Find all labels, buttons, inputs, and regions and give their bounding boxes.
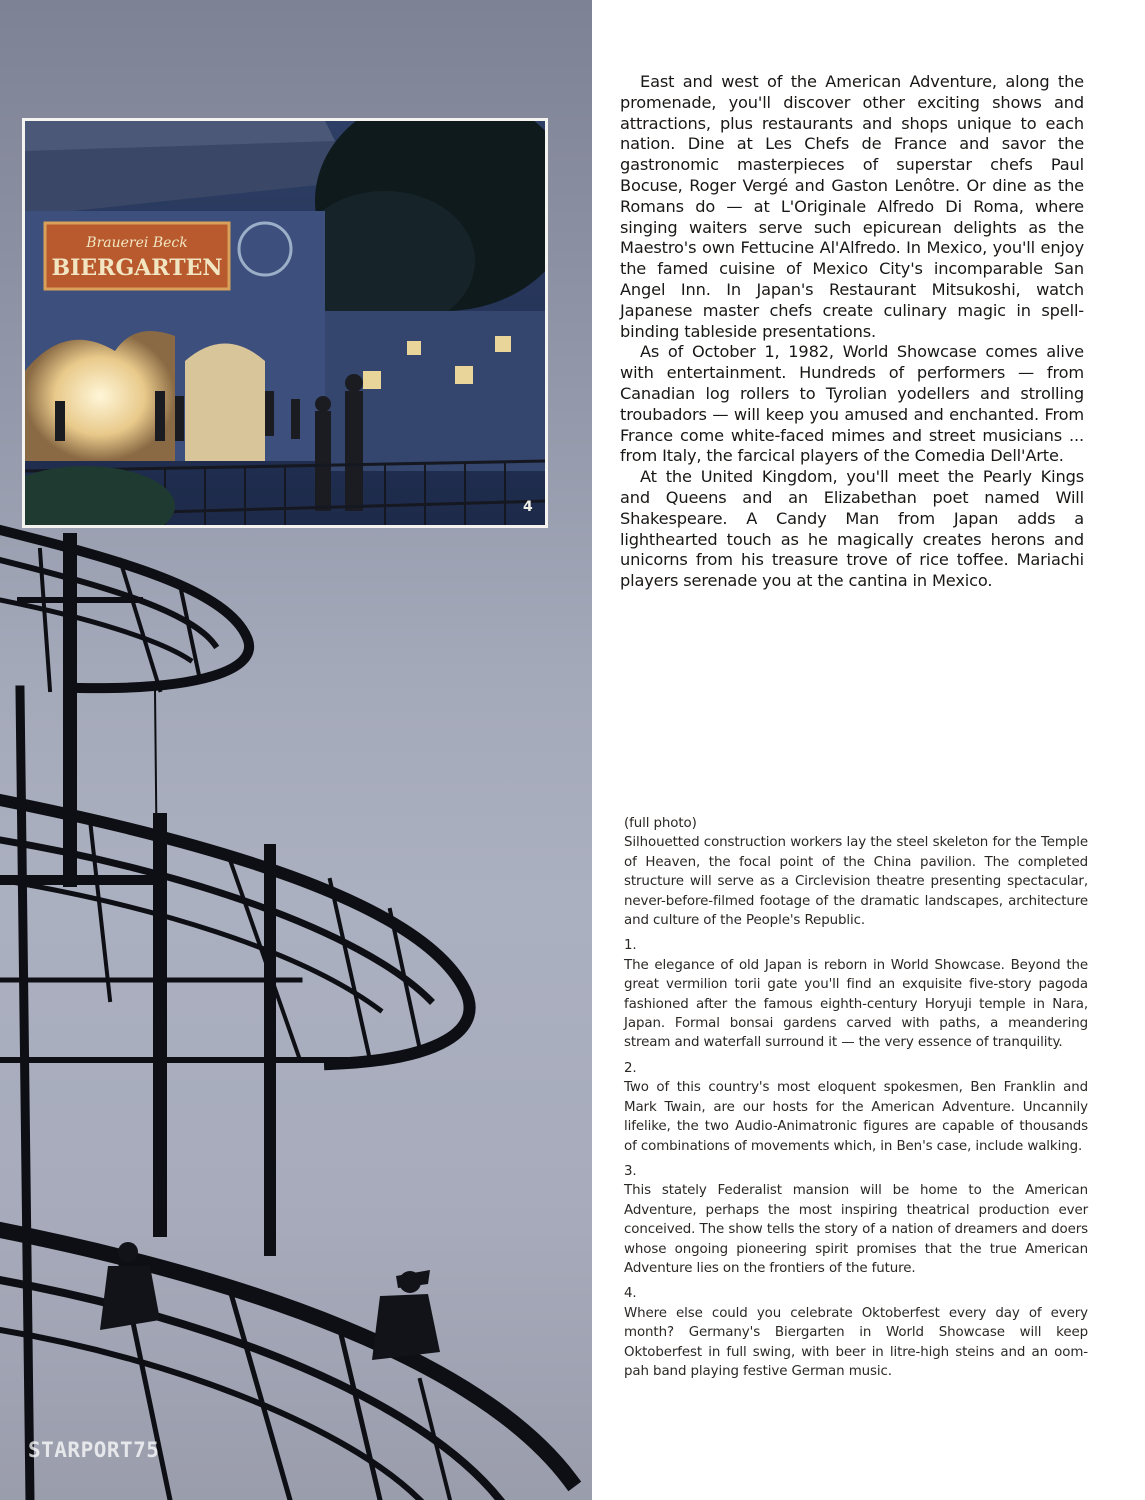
caption-label: 2. [624,1060,637,1076]
sign-line-2: BIERGARTEN [51,255,223,281]
body-paragraph: At the United Kingdom, you'll meet the Pearly Kings and Queens and an Elizabethan poet named Will Shakespeare. A Candy Man from Japan adds a lighthearted touch as he magically creates herons and unicorns from his treasure trove of rice toffee. Mariachi players serenade you at the cantina in Mexico. [620,467,1084,591]
body-paragraph: As of October 1, 1982, World Showcase comes alive with entertainment. Hundreds of performers — from Canadian log rollers to Tyrolian yodellers and strolling troubadors — will keep you amused and enchanted. From France come white-faced mimes and street musicians ... from Italy, the farcical players of the Comedia Dell'Arte. [620,342,1084,466]
caption-text: This stately Federalist mansion will be home to the American Adventure, perhaps the most inspiring theatrical production ever conceived. The show tells the story of a nation of dreamers and doers whose ongoing pioneering spirit promises that the true American Adventure lies on the frontiers of the future. [624,1183,1088,1276]
article-body [620,72,1084,592]
caption-text: Silhouetted construction workers lay the steel skeleton for the Temple of Heaven, the focal point of the China pavilion. The completed structure will serve as a Circlevision theatre presenting spectacular, never-before-filmed footage of the dramatic landscapes, architecture and culture of the People's Republic. [624,835,1088,929]
caption-label: 1. [624,938,637,954]
caption-label: (full photo) [624,816,697,831]
body-paragraph: East and west of the American Adventure, along the promenade, you'll discover other exciting shows and attractions, plus restaurants and shops unique to each nation. Dine at Les Chefs de France and savor the gastronomic masterpieces of superstar chefs Paul Bocuse, Roger Vergé and Gaston Lenôtre. Or dine as the Romans do — at L'Originale Alfredo Di Roma, where singing waiters serve such epicurean delights as the Maestro's own Fettucine Al'Alfredo. In Mexico, you'll enjoy the famed cuisine of Mexico City's incomparable San Angel Inn. In Japan's Restaurant Mitsukoshi, watch Japanese master chefs create culinary magic in spell-binding tableside presentations. [620,72,1084,341]
caption-full-photo [624,814,1088,930]
photo-number: 4 [523,499,533,515]
caption-label: 3. [624,1163,637,1179]
biergarten-photo [22,118,548,528]
caption-text: Where else could you celebrate Oktoberfest every day of every month? Germany's Biergarten in World Showcase will keep Oktoberfest in full swing, with beer in litre-high steins and an oom-pah band playing festive German music. [624,1305,1088,1379]
caption-text: The elegance of old Japan is reborn in World Showcase. Beyond the great vermilion torii gate you'll find an exquisite five-story pagoda fashioned after the famous eighth-century Horyuji temple in Nara, Japan. Formal bonsai gardens carved with paths, a meandering stream and waterfall surround it — the very essence of tranquility. [624,957,1088,1051]
watermark: STARPORT75 [28,1438,160,1462]
caption-3 [624,1162,1088,1278]
caption-label: 4. [624,1286,637,1302]
caption-1 [624,936,1088,1052]
photo-captions [624,814,1088,1387]
caption-4 [624,1284,1088,1381]
sign-line-1: Brauerei Beck [86,235,188,251]
caption-text: Two of this country's most eloquent spokesmen, Ben Franklin and Mark Twain, are our hosts for the American Adventure. Uncannily lifelike, the two Audio-Animatronic figures are capable of thousands of combinations of movements which, in Ben's case, include walking. [624,1080,1088,1154]
caption-2 [624,1059,1088,1156]
